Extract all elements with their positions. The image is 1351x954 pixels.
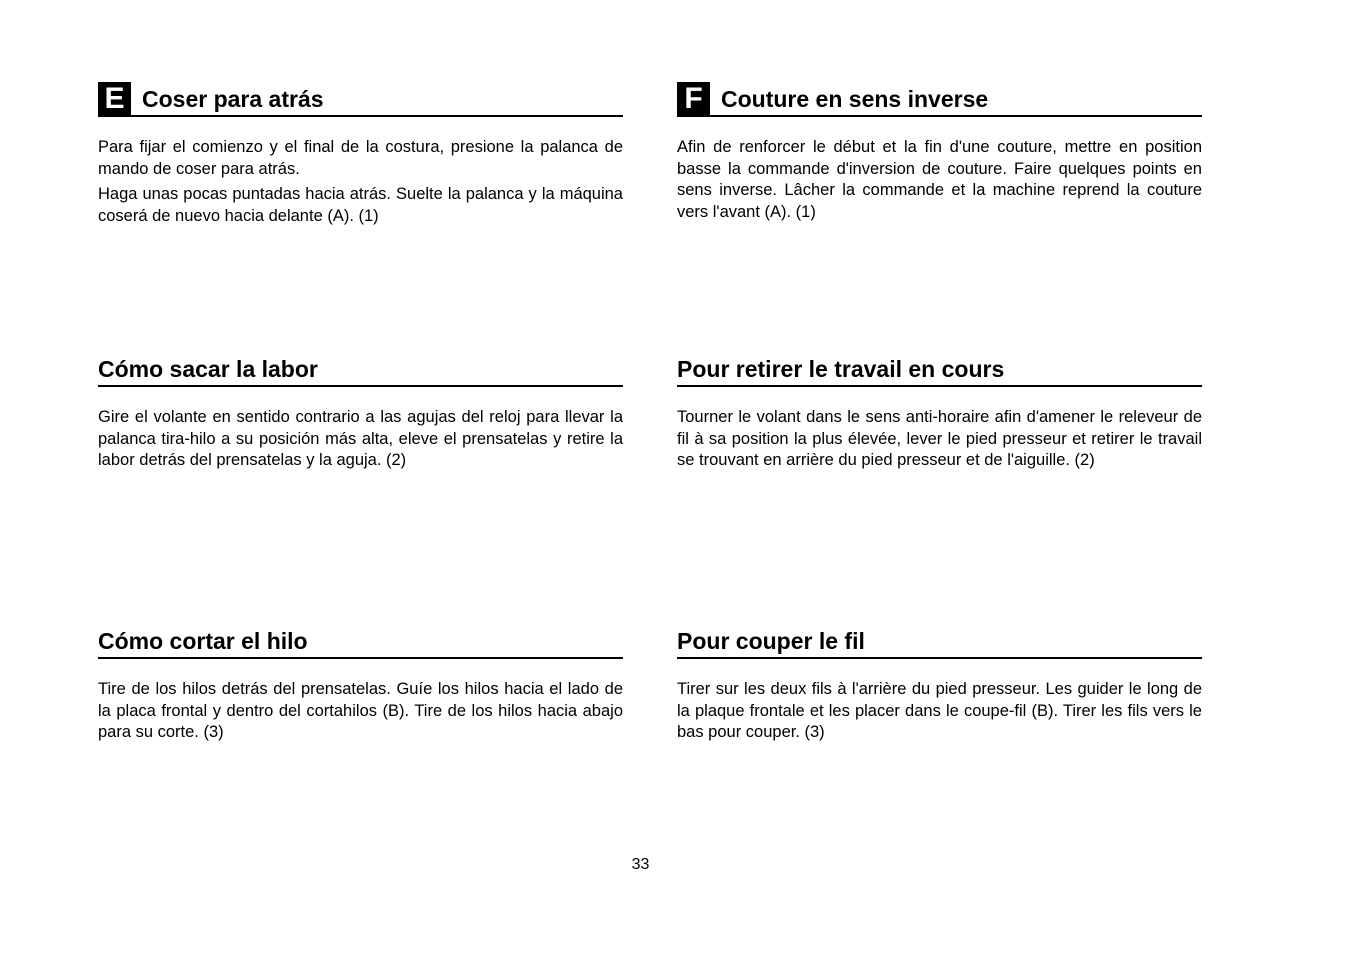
heading-text: Pour couper le fil (677, 628, 865, 654)
language-badge-e: E (98, 82, 131, 115)
section-cutting-thread-fr (677, 623, 1202, 744)
paragraph: Tirer sur les deux fils à l'arrière du pied presseur. Les guider le long de la plaque frontale et les placer dans le coupe-fil (B). Tirer les fils vers le bas pour couper. (3) (677, 680, 1202, 741)
language-badge-f: F (677, 82, 710, 115)
heading-text: Pour retirer le travail en cours (677, 356, 1005, 382)
heading-text: Cómo cortar el hilo (98, 628, 308, 654)
section-heading (98, 81, 623, 117)
paragraph: Haga unas pocas puntadas hacia atrás. Suelte la palanca y la máquina coserá de nuevo hacia delante (A). (1) (98, 185, 623, 225)
section-removing-work-fr (677, 351, 1202, 472)
section-heading (677, 81, 1202, 117)
paragraph: Afin de renforcer le début et la fin d'une couture, mettre en position basse la commande d'inversion de couture. Faire quelques points en sens inverse. Lâcher la commande et la machine reprend la couture vers l'avant (A). (1) (677, 138, 1202, 221)
section-heading (677, 351, 1202, 387)
section-heading (677, 623, 1202, 659)
heading-text: Couture en sens inverse (721, 86, 989, 112)
section-reverse-sewing-es (98, 81, 623, 227)
section-heading (98, 623, 623, 659)
page-number: 33 (631, 856, 650, 873)
heading-text: Cómo sacar la labor (98, 356, 318, 382)
paragraph: Gire el volante en sentido contrario a las agujas del reloj para llevar la palanca tira-hilo a su posición más alta, eleve el prensatelas y retire la labor detrás del prensatelas y la aguja. (2) (98, 408, 623, 469)
section-reverse-sewing-fr (677, 81, 1202, 223)
paragraph: Tire de los hilos detrás del prensatelas. Guíe los hilos hacia el lado de la placa frontal y dentro del cortahilos (B). Tire de los hilos hacia abajo para su corte. (3) (98, 680, 623, 741)
heading-text: Coser para atrás (142, 86, 324, 112)
section-heading (98, 351, 623, 387)
section-removing-work-es (98, 351, 623, 472)
paragraph: Tourner le volant dans le sens anti-horaire afin d'amener le releveur de fil à sa position la plus élevée, lever le pied presseur et retirer le travail se trouvant en arrière du pied presseur et de l'aiguille. (2) (677, 408, 1202, 469)
paragraph: Para fijar el comienzo y el final de la costura, presione la palanca de mando de coser para atrás. (98, 138, 623, 178)
section-cutting-thread-es (98, 623, 623, 744)
